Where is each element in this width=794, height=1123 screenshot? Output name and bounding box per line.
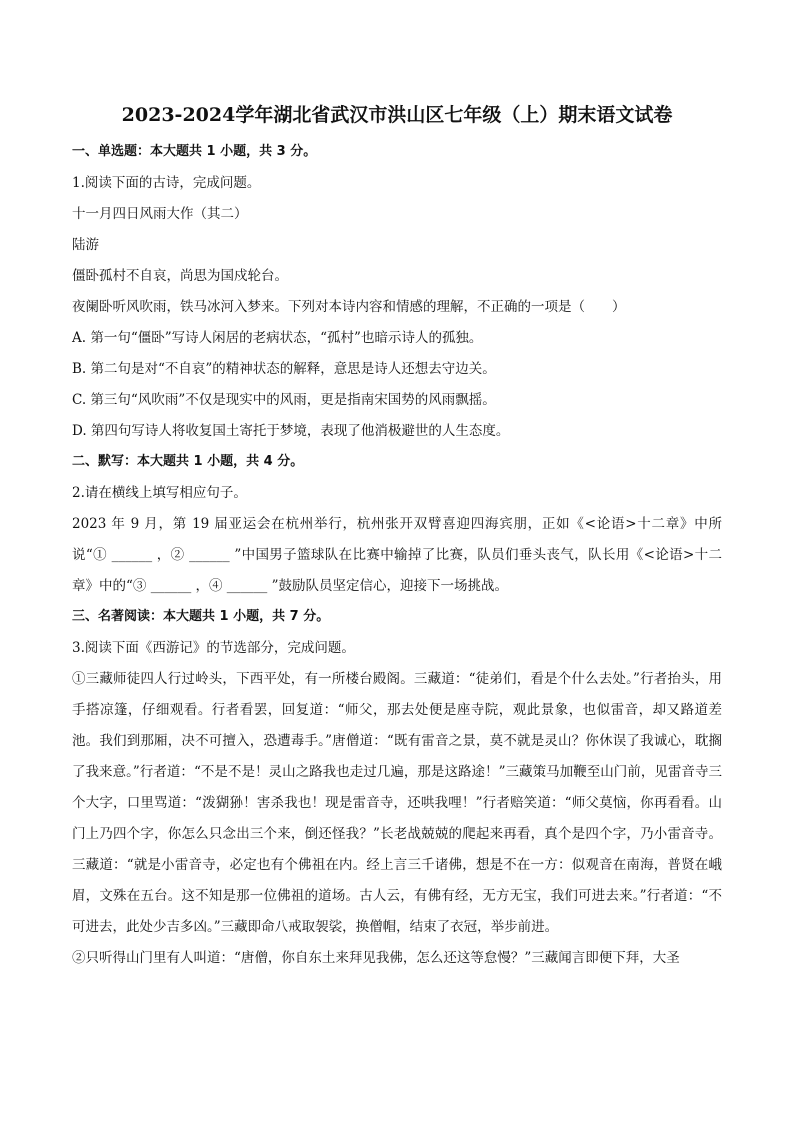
exam-title: 2023-2024学年湖北省武汉市洪山区七年级（上）期末语文试卷 [121,104,673,126]
option-c: C. 第三句“风吹雨”不仅是现实中的风雨，更是指南宋国势的风雨飘摇。 [72,392,496,408]
question-3-prompt: 3.阅读下面《西游记》的节选部分，完成问题。 [72,640,355,656]
section-1-heading: 一、单选题：本大题共 1 小题，共 3 分。 [72,144,317,159]
option-a: A. 第一句“僵卧”写诗人闲居的老病状态，“孤村”也暗示诗人的孤独。 [72,330,483,346]
poem-author: 陆游 [72,237,99,253]
poem-line-2-and-question-stem: 夜阑卧听风吹雨，铁马冰河入梦来。下列对本诗内容和情感的理解，不正确的一项是（ ） [72,299,626,315]
question-2-prompt: 2.请在横线上填写相应句子。 [72,485,247,501]
question-2-body: 2023 年 9 月，第 19 届亚运会在杭州举行，杭州张开双臂喜迎四海宾朋，正如《<论语>十二章》中所说“① ______ ，② ______ ”中国男子篮球队在比赛中输掉了比赛，队员们垂头丧气，队长用《<论语>十二章》中的“③ ______ ，④ ______ ”鼓励队员坚定信心，迎接下一场挑战。 [72,516,722,594]
option-d: D. 第四句写诗人将收复国土寄托于梦境，表现了他消极避世的人生态度。 [72,423,510,439]
question-1-prompt: 1.阅读下面的古诗，完成问题。 [72,175,261,191]
poem-line-1: 僵卧孤村不自哀，尚思为国戍轮台。 [72,268,288,284]
section-2-heading: 二、默写：本大题共 1 小题，共 4 分。 [72,454,304,469]
poem-title: 十一月四日风雨大作（其二） [72,206,248,222]
option-b: B. 第二句是对“不自哀”的精神状态的解释，意思是诗人还想去守边关。 [72,361,496,377]
passage-paragraph-1: ①三藏师徒四人行过岭头，下西平处，有一所楼台殿阁。三藏道：“徒弟们，看是个什么去处。”行者抬头，用手搭凉篷，仔细观看。行者看罢，回复道：“师父，那去处便是座寺院，观此景象，也似雷音，却又路道差池。我们到那厢，决不可擅入，恐遭毒手。”唐僧道：“既有雷音之景，莫不就是灵山？你休误了我诚心，耽搁了我来意。”行者道：“不是不是！灵山之路我也走过几遍，那是这路途！”三藏策马加鞭至山门前，见雷音寺三个大字，口里骂道：“泼猢狲！害杀我也！现是雷音寺，还哄我哩！”行者赔笑道：“师父莫恼，你再看看。山门上乃四个字，你怎么只念出三个来，倒还怪我？”长老战兢兢的爬起来再看，真个是四个字，乃小雷音寺。三藏道：“就是小雷音寺，必定也有个佛祖在内。经上言三千诸佛，想是不在一方：似观音在南海，普贤在峨眉，文殊在五台。这不知是那一位佛祖的道场。古人云，有佛有经，无方无宝，我们可进去来。”行者道：“不可进去，此处少吉多凶。”三藏即命八戒取袈裟，换僧帽，结束了衣冠，举步前进。 [72,671,722,935]
passage-paragraph-2: ②只听得山门里有人叫道：“唐僧，你自东土来拜见我佛，怎么还这等怠慢？”三藏闻言即便下拜，大圣 [72,950,680,966]
section-3-heading: 三、名著阅读：本大题共 1 小题，共 7 分。 [72,609,330,624]
